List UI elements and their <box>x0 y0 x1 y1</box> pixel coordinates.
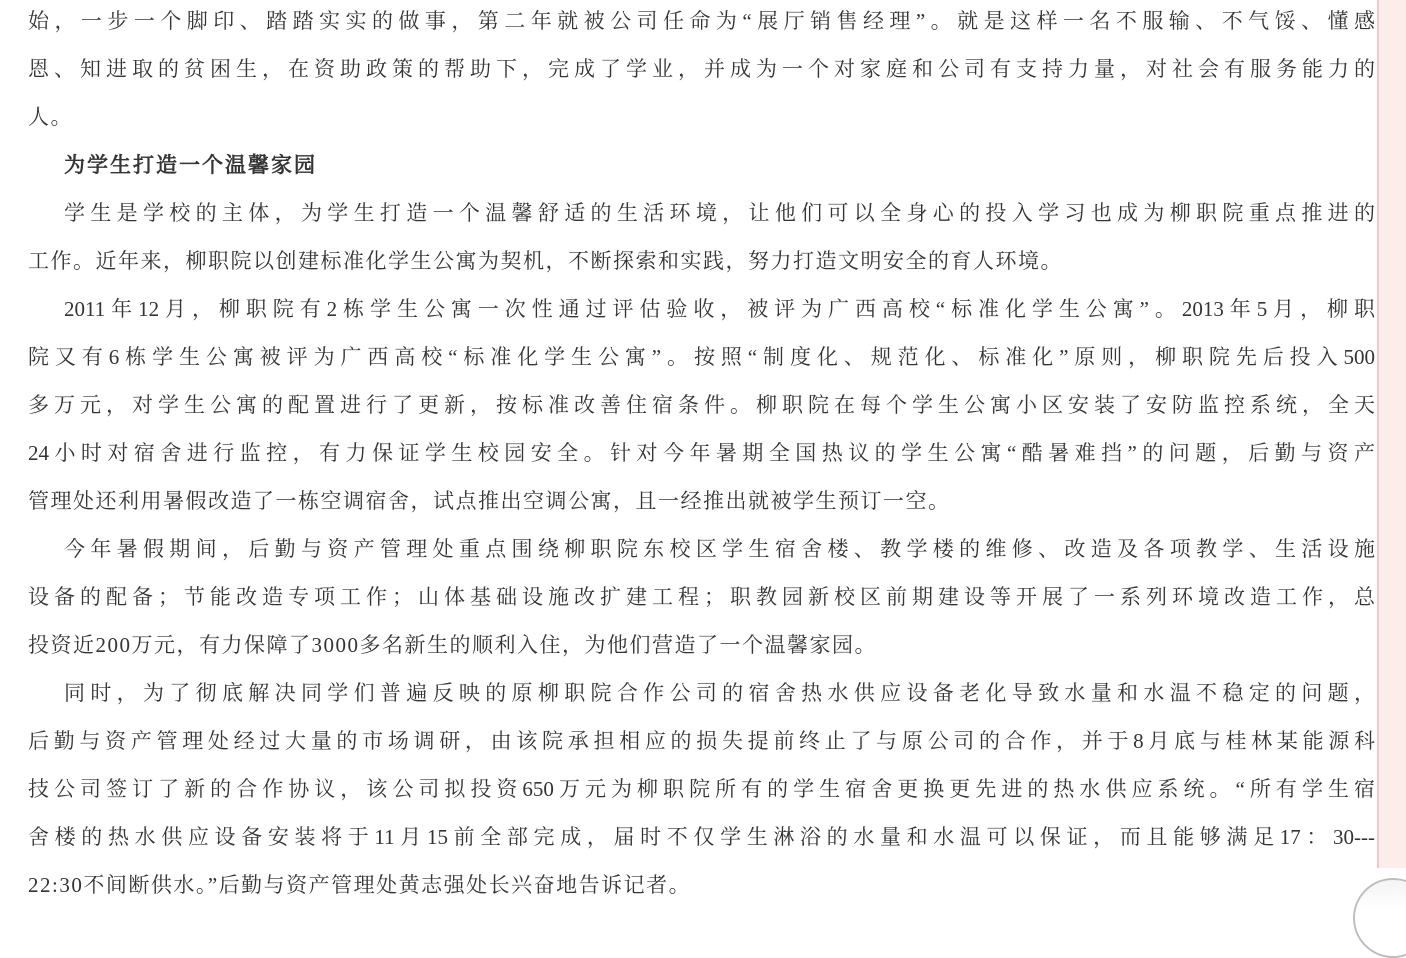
text-line: 院又有6栋学生公寓被评为广西高校“标准化学生公寓”。按照“制度化、规范化、标准化”原则，柳职院先后投入500 <box>28 345 1375 369</box>
text-line: 管理处还利用暑假改造了一栋空调宿舍，试点推出空调公寓，且一经推出就被学生预订一空。 <box>28 489 951 513</box>
text-line: 2011年12月，柳职院有2栋学生公寓一次性通过评估验收，被评为广西高校“标准化学生公寓”。2013年5月，柳职 <box>64 297 1375 321</box>
text-line: 工作。近年来，柳职院以创建标准化学生公寓为契机，不断探索和实践，努力打造文明安全的育人环境。 <box>28 249 1063 273</box>
scroll-strip <box>1377 0 1406 868</box>
article-content <box>28 0 1375 909</box>
text-line: 同时，为了彻底解决同学们普遍反映的原柳职院合作公司的宿舍热水供应设备老化导致水量和水温不稳定的问题， <box>64 681 1375 705</box>
text-line: 22:30不间断供水。”后勤与资产管理处黄志强处长兴奋地告诉记者。 <box>28 873 692 897</box>
text-line: 后勤与资产管理处经过大量的市场调研，由该院承担相应的损失提前终止了与原公司的合作，并于8月底与桂林某能源科 <box>28 729 1375 753</box>
text-line: 始，一步一个脚印、踏踏实实的做事，第二年就被公司任命为“展厅销售经理”。就是这样一名不服输、不气馁、懂感 <box>28 9 1375 33</box>
text-line: 人。 <box>28 105 73 129</box>
text-line: 多万元，对学生公寓的配置进行了更新，按标准改善住宿条件。柳职院在每个学生公寓小区安装了安防监控系统，全天 <box>28 393 1375 417</box>
text-line: 24小时对宿舍进行监控，有力保证学生校园安全。针对今年暑期全国热议的学生公寓“酷暑难挡”的问题，后勤与资产 <box>28 441 1375 465</box>
text-line: 今年暑假期间，后勤与资产管理处重点围绕柳职院东校区学生宿舍楼、教学楼的维修、改造及各项教学、生活设施 <box>64 537 1375 561</box>
text-line: 投资近200万元，有力保障了3000多名新生的顺利入住，为他们营造了一个温馨家园。 <box>28 633 877 657</box>
text-line: 技公司签订了新的合作协议，该公司拟投资650万元为柳职院所有的学生宿舍更换更先进的热水供应系统。“所有学生宿 <box>28 777 1375 801</box>
text-line: 恩、知进取的贫困生，在资助政策的帮助下，完成了学业，并成为一个对家庭和公司有支持力量，对社会有服务能力的 <box>28 57 1375 81</box>
section-heading: 为学生打造一个温馨家园 <box>64 153 317 177</box>
text-line: 设备的配备；节能改造专项工作；山体基础设施改扩建工程；职教园新校区前期建设等开展了一系列环境改造工作，总 <box>28 585 1375 609</box>
text-line: 舍楼的热水供应设备安装将于11月15前全部完成，届时不仅学生淋浴的水量和水温可以保证，而且能够满足17：30--- <box>28 825 1375 849</box>
text-line: 学生是学校的主体，为学生打造一个温馨舒适的生活环境，让他们可以全身心的投入学习也成为柳职院重点推进的 <box>64 201 1375 225</box>
